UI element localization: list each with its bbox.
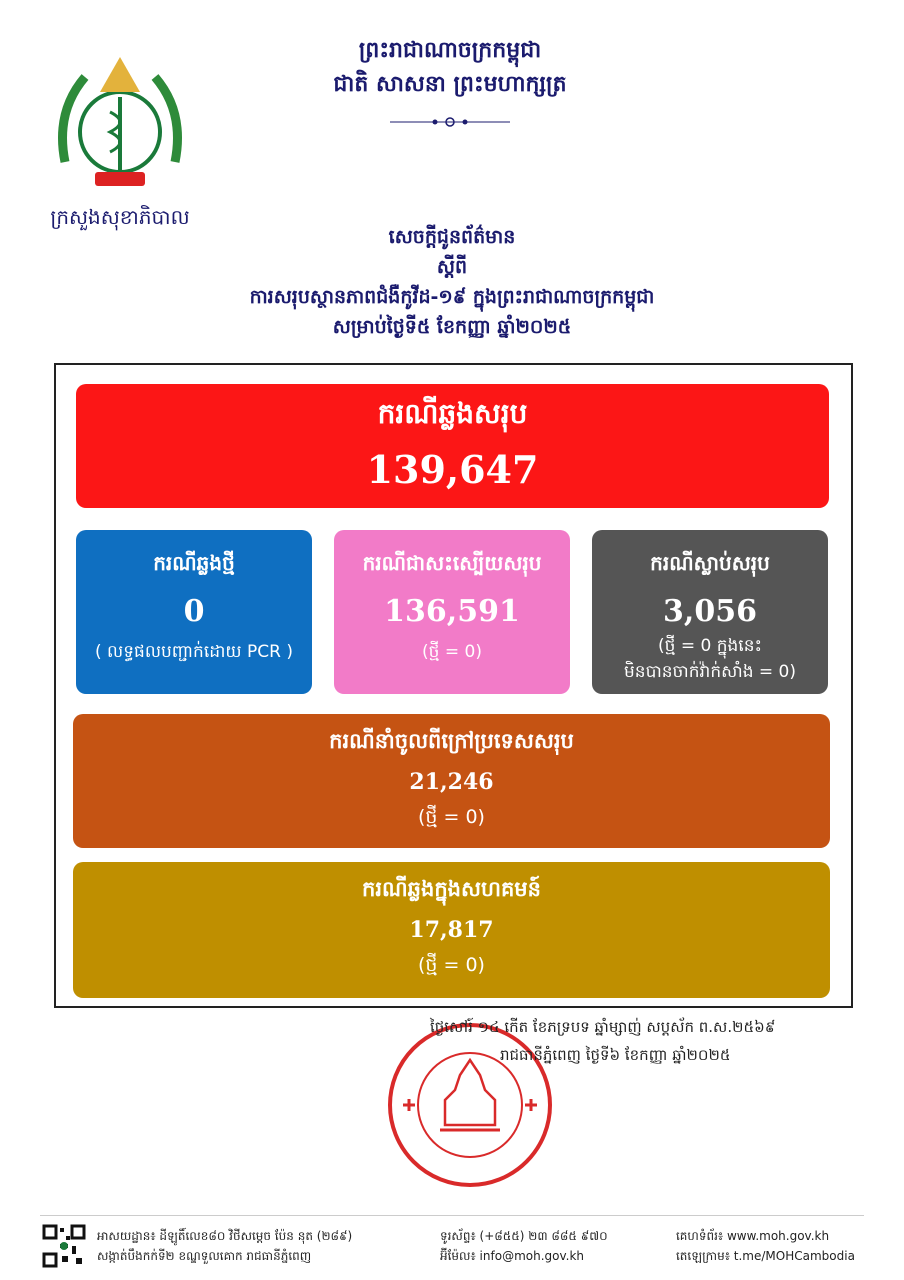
recovered-label: ករណីជាសះស្បើយសរុប [362, 551, 542, 575]
press-release-title [150, 222, 754, 342]
kingdom-line1: ព្រះរាជាណាចក្រកម្ពុជា [358, 38, 542, 63]
title-line1: សេចក្តីជូនព័ត៌មាន [388, 226, 516, 248]
address-line2: សង្កាត់បឹងកក់ទី២ ខណ្ឌទួលគោក រាជធានីភ្នំពេញ [97, 1249, 312, 1263]
imported-label: ករណីនាំចូលពីក្រៅប្រទេសសរុប [329, 729, 574, 753]
telegram-link[interactable]: តេឡេក្រាម៖ t.me/MOHCambodia [676, 1249, 855, 1263]
new-cases-label: ករណីឆ្លងថ្មី [153, 551, 235, 575]
qr-code-icon [42, 1224, 86, 1268]
deaths-note-line2: មិនបានចាក់វ៉ាក់សាំង = 0) [624, 662, 796, 682]
recovered-note: (ថ្មី = 0) [422, 642, 482, 662]
ornament-divider [390, 115, 510, 129]
lunar-date: ថ្ងៃសៅរ៍ ១៤ កើត ខែភទ្របទ ឆ្នាំម្សាញ់ សប្តស័ក ព.ស.២៥៦៩ [430, 1018, 776, 1036]
deaths-note [592, 633, 828, 685]
footer-contact [440, 1226, 608, 1266]
footer-links [676, 1226, 855, 1266]
deaths-label: ករណីស្លាប់សរុប [650, 551, 770, 575]
imported-value: 21,246 [409, 769, 494, 795]
new-cases-note: ( លទ្ធផលបញ្ជាក់ដោយ PCR ) [95, 642, 293, 662]
imported-cases-card [73, 714, 830, 848]
total-cases-label: ករណីឆ្លងសរុប [377, 397, 528, 430]
solar-date: រាជធានីភ្នំពេញ ថ្ងៃទី៦ ខែកញ្ញា ឆ្នាំ២០២៥ [500, 1046, 731, 1064]
new-cases-value: 0 [183, 594, 205, 629]
title-line2: ស្តីពី [436, 256, 468, 278]
recovered-value: 136,591 [384, 594, 520, 629]
community-value: 17,817 [409, 917, 494, 943]
community-cases-card [73, 862, 830, 998]
website-link[interactable]: គេហទំព័រ៖ www.moh.gov.kh [676, 1229, 830, 1243]
kingdom-motto [300, 34, 600, 102]
deaths-note-line1: (ថ្មី = 0 ក្នុងនេះ [658, 636, 762, 656]
title-line4: សម្រាប់ថ្ងៃទី៥ ខែកញ្ញា ឆ្នាំ២០២៥ [332, 316, 572, 338]
community-label: ករណីឆ្លងក្នុងសហគមន៍ [362, 877, 541, 901]
title-line3: ការសរុបស្ថានភាពជំងឺកូវីដ-១៩ ក្នុងព្រះរាជាណាចក្រកម្ពុជា [249, 286, 655, 308]
footer-address [97, 1226, 352, 1266]
kingdom-line2: ជាតិ សាសនា ព្រះមហាក្សត្រ [333, 72, 567, 97]
community-note: (ថ្មី = 0) [418, 954, 485, 976]
imported-note: (ថ្មី = 0) [418, 806, 485, 828]
email-text[interactable]: អ៊ីម៉ែល៖ info@moh.gov.kh [440, 1249, 585, 1263]
ministry-logo [55, 52, 185, 202]
total-cases-card [76, 384, 829, 508]
new-cases-card [76, 530, 312, 694]
phone-text: ទូរស័ព្ទ៖ (+៨៥៥) ២៣ ៨៨៥ ៩៧០ [440, 1229, 608, 1243]
deaths-value: 3,056 [663, 594, 757, 629]
ministry-name: ក្រសួងសុខាភិបាល [50, 205, 190, 229]
deaths-card [592, 530, 828, 694]
recovered-card [334, 530, 570, 694]
address-line1: អាសយដ្ឋាន៖ ដីឡូតិ៍លេខ៨០ វិថីសម្តេច ប៉ែន នុត (២៨៩) [97, 1229, 353, 1243]
footer-divider [40, 1215, 864, 1216]
total-cases-value: 139,647 [366, 447, 539, 492]
